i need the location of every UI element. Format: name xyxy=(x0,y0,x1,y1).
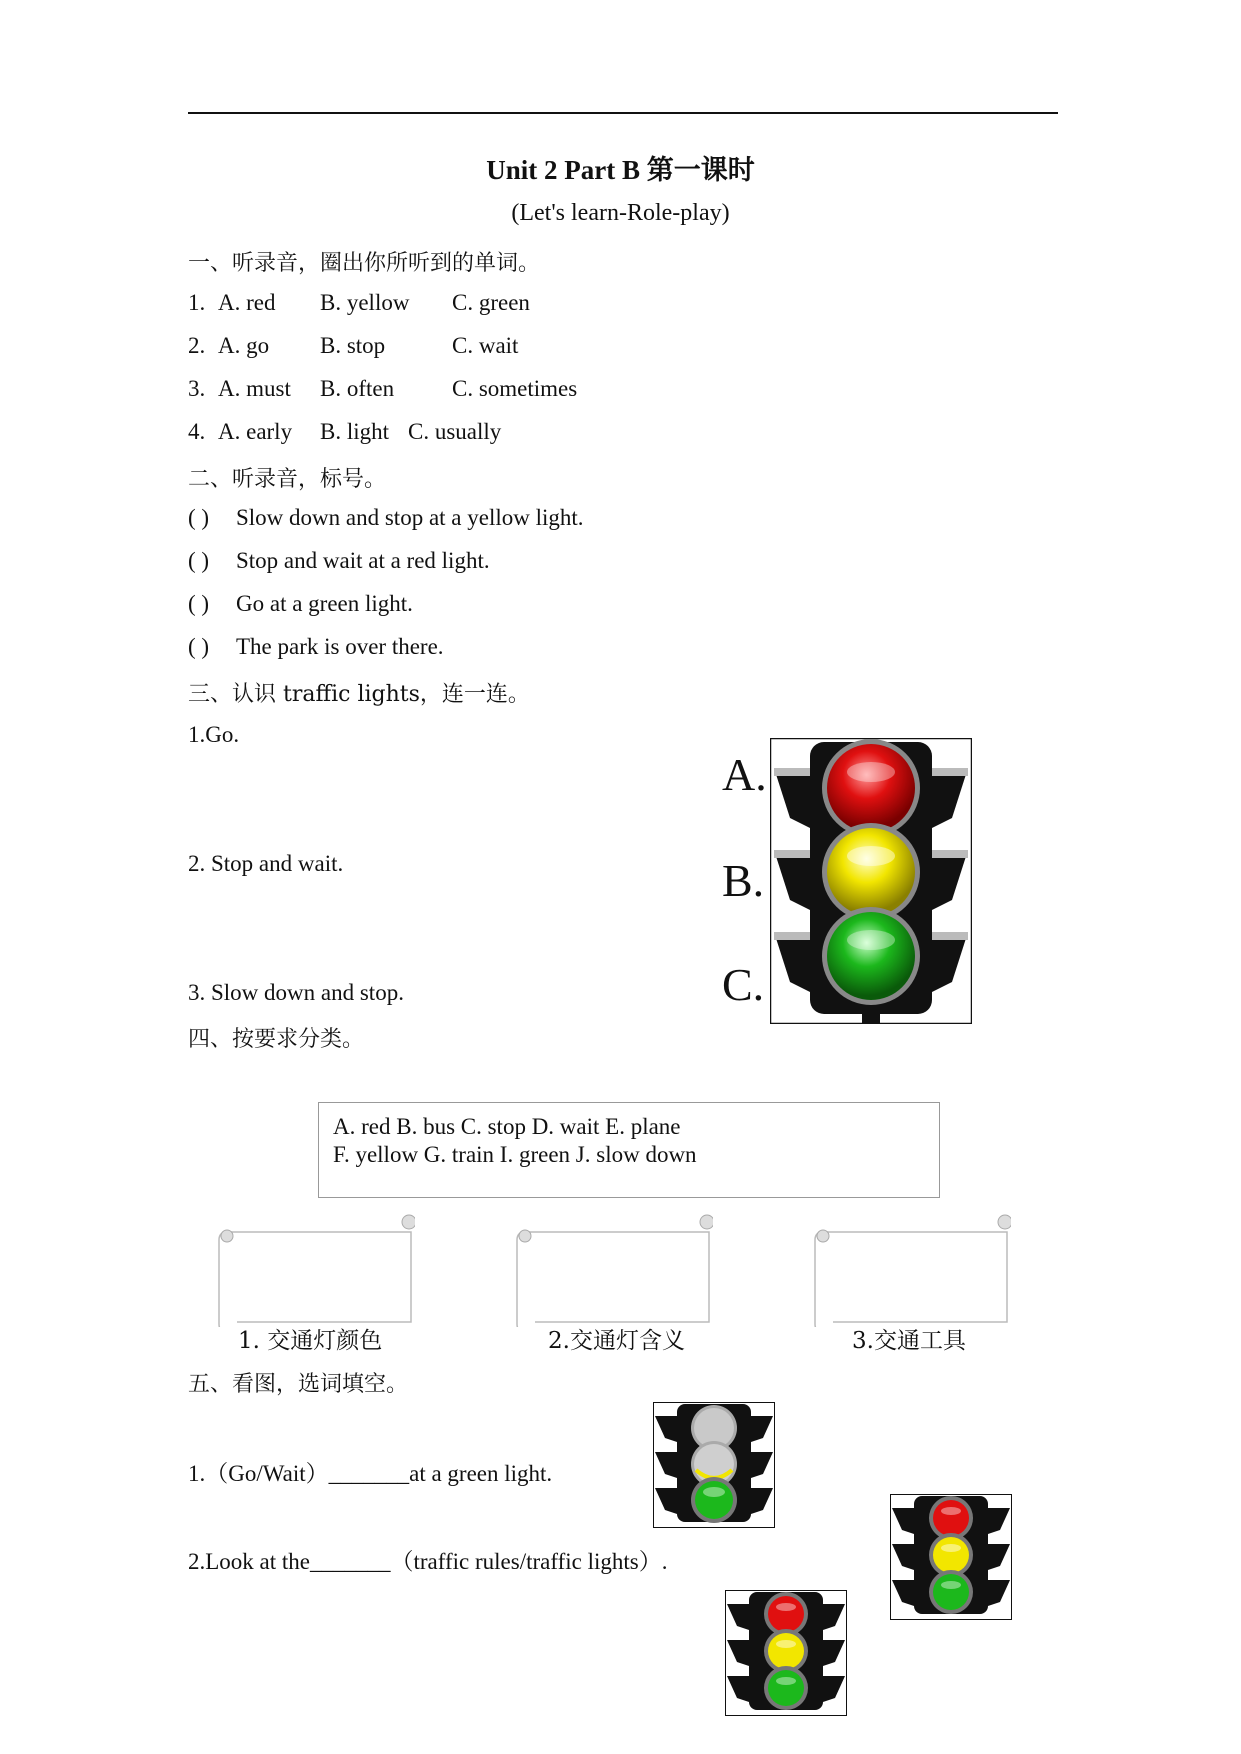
category-scroll-colors[interactable] xyxy=(215,1212,415,1327)
section4-heading: 四、按要求分类。 xyxy=(188,1027,365,1052)
category-scroll-meaning[interactable] xyxy=(513,1212,713,1327)
section1-item: 4. A. early B. light C. usually xyxy=(188,419,502,444)
fill-question-1: 1.（Go/Wait）_______at a green light. xyxy=(188,1461,553,1486)
word-bank-box xyxy=(318,1102,940,1198)
traffic-light-all-lit xyxy=(890,1494,1012,1620)
section2-heading: 二、听录音，标号。 xyxy=(188,467,387,492)
fill-question-2: 2.Look at the_______（traffic rules/traffic lights）. xyxy=(188,1549,668,1574)
category-scroll-transport[interactable] xyxy=(811,1212,1011,1327)
category-label: 2.交通灯含义 xyxy=(548,1328,685,1354)
section2-item: ( ) Go at a green light. xyxy=(188,591,413,616)
answer-blank[interactable]: _______ xyxy=(310,1549,391,1574)
section1-item: 3. A. must B. often C. sometimes xyxy=(188,376,578,401)
traffic-light-green-lit xyxy=(653,1402,775,1528)
section1-item: 1. A. red B. yellow C. green xyxy=(188,290,530,315)
traffic-light-large xyxy=(770,738,972,1024)
option-letter-a: A. xyxy=(722,749,767,800)
category-label: 3.交通工具 xyxy=(852,1328,966,1354)
section1-heading: 一、听录音，圈出你所听到的单词。 xyxy=(188,251,541,276)
option-letter-b: B. xyxy=(722,855,765,906)
category-label: 1. 交通灯颜色 xyxy=(238,1328,383,1354)
match-item-go: 1.Go. xyxy=(188,722,240,747)
page-title: Unit 2 Part B 第一课时 xyxy=(486,155,755,185)
word-bank-line: F. yellow G. train I. green J. slow down xyxy=(333,1142,697,1167)
section5-heading: 五、看图，选词填空。 xyxy=(188,1372,409,1397)
answer-blank[interactable]: _______ xyxy=(328,1461,410,1486)
section2-item: ( ) Stop and wait at a red light. xyxy=(188,548,490,573)
option-letter-c: C. xyxy=(722,959,765,1010)
traffic-light-all-lit-2 xyxy=(725,1590,847,1716)
top-rule xyxy=(188,112,1058,114)
match-item-stop: 2. Stop and wait. xyxy=(188,851,344,876)
word-bank-line: A. red B. bus C. stop D. wait E. plane xyxy=(333,1114,681,1139)
section3-heading: 三、认识 traffic lights，连一连。 xyxy=(188,682,530,707)
section1-item: 2. A. go B. stop C. wait xyxy=(188,333,519,358)
section2-item: ( ) The park is over there. xyxy=(188,634,444,659)
section2-item: ( ) Slow down and stop at a yellow light. xyxy=(188,505,584,530)
page-subtitle: (Let's learn-Role-play) xyxy=(511,200,730,226)
match-item-slow: 3. Slow down and stop. xyxy=(188,980,404,1005)
